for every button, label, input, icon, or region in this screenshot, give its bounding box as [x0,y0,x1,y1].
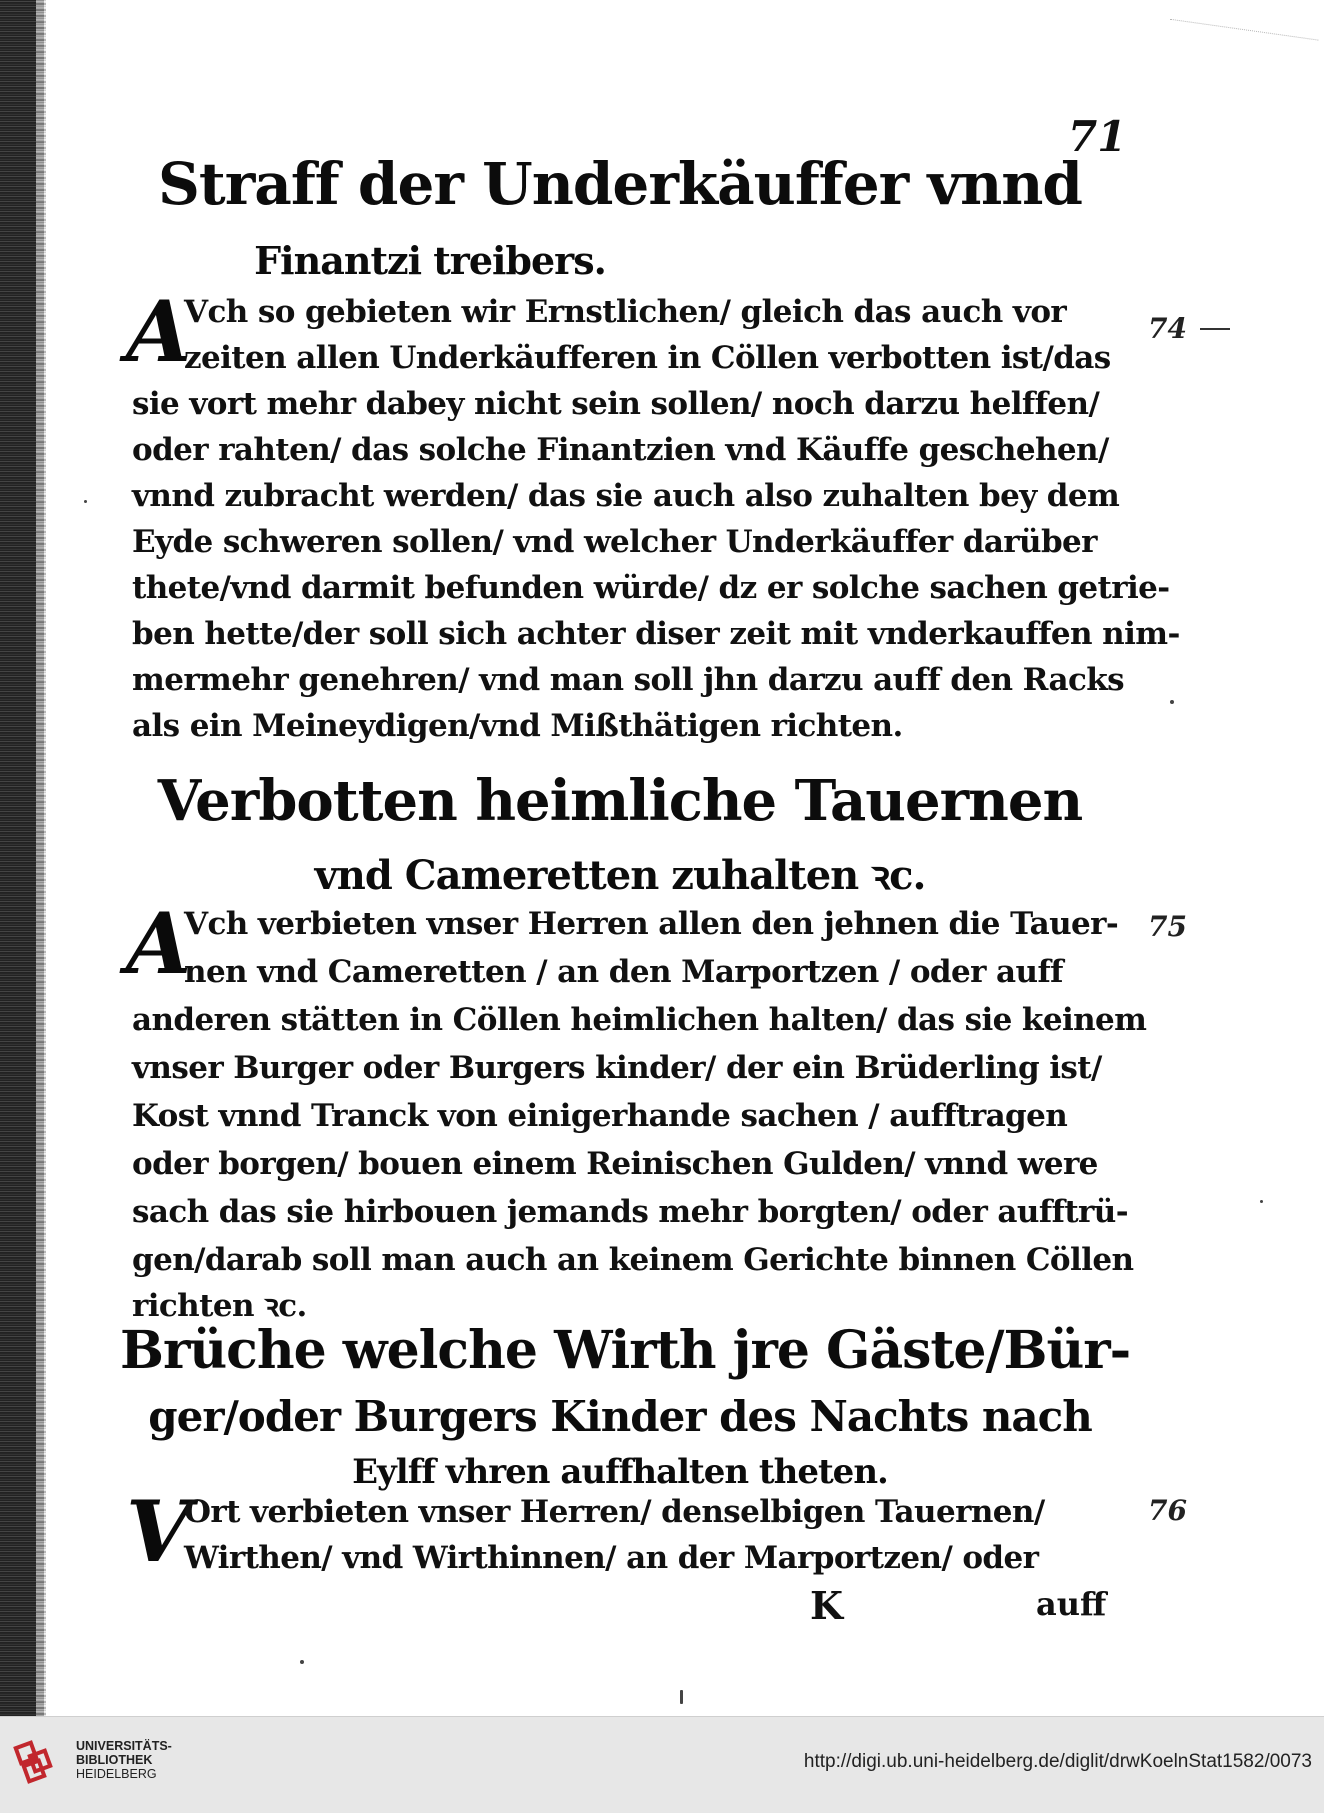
margin-note-76: 76 [1148,1494,1187,1527]
text-line: oder rahten/ das solche Finantzien vnd Käuffe geschehen/ [132,432,1109,468]
text-line: thete/vnd darmit befunden würde/ dz er solche sachen getrie- [132,570,1170,606]
section-heading-1-line-2: Finantzi treibers. [254,238,606,283]
text-line: gen/darab soll man auch an keinem Gerichte binnen Cöllen [132,1242,1134,1278]
scan-speck [300,1660,304,1664]
page-corner-fold [1170,0,1324,41]
text-line: oder borgen/ bouen einem Reinischen Gulden/ vnnd were [132,1146,1098,1182]
catchword: auff [1036,1585,1107,1623]
text-line: als ein Meineydigen/vnd Mißthätigen richten. [132,708,903,744]
book-binding-edge [0,0,44,1716]
library-name-line-2: BIBLIOTHEK [76,1753,153,1767]
library-name-line-1: UNIVERSITÄTS- [76,1739,172,1753]
text-line: Ort verbieten vnser Herren/ denselbigen Tauernen/ [184,1494,1045,1530]
margin-dash [1200,328,1230,330]
drop-cap: A [126,894,192,993]
text-line: richten ꝛc. [132,1288,307,1324]
text-line: Eyde schweren sollen/ vnd welcher Underkäuffer darüber [132,524,1097,560]
text-line: zeiten allen Underkäufferen in Cöllen verbotten ist/das [184,340,1111,376]
section-heading-3-line-3: Eylff vhren auffhalten theten. [352,1452,888,1492]
drop-cap: A [126,282,192,381]
section-heading-2-line-2: vnd Cameretten zuhalten ꝛc. [314,852,926,899]
text-line: ben hette/der soll sich achter diser zeit mit vnderkauffen nim- [132,616,1180,652]
section-heading-1-line-1: Straff der Underkäuffer vnnd [158,150,1082,218]
scan-speck [1260,1200,1263,1203]
text-line: vnser Burger oder Burgers kinder/ der ein Brüderling ist/ [132,1050,1102,1086]
text-line: sie vort mehr dabey nicht sein sollen/ noch darzu helffen/ [132,386,1100,422]
viewer-footer [0,1716,1324,1813]
text-line: Kost vnnd Tranck von einigerhande sachen / aufftragen [132,1098,1068,1134]
margin-note-74: 74 [1148,312,1187,345]
text-line: sach das sie hirbouen jemands mehr borgten/ oder aufftrü- [132,1194,1128,1230]
text-line: mermehr genehren/ vnd man soll jhn darzu auff den Racks [132,662,1124,698]
signature-mark: K [810,1583,844,1628]
ub-heidelberg-logo[interactable] [12,1733,64,1785]
scan-speck [84,500,87,503]
library-name [76,1739,172,1781]
text-line: Vch verbieten vnser Herren allen den jehnen die Tauer- [184,906,1119,942]
drop-cap: V [126,1482,192,1581]
text-line: vnnd zubracht werden/ das sie auch also zuhalten bey dem [132,478,1120,514]
scan-speck [1170,700,1174,704]
text-line: anderen stätten in Cöllen heimlichen halten/ das sie keinem [132,1002,1147,1038]
section-heading-3-line-1: Brüche welche Wirth jre Gäste/Bür- [120,1320,1131,1381]
library-name-line-3: HEIDELBERG [76,1767,157,1781]
text-line: nen vnd Cameretten / an den Marportzen / oder auff [184,954,1063,990]
scan-speck [680,1690,683,1704]
margin-note-75: 75 [1148,910,1187,943]
text-line: Vch so gebieten wir Ernstlichen/ gleich das auch vor [184,294,1067,330]
section-heading-2-line-1: Verbotten heimliche Tauernen [157,768,1083,834]
text-line: Wirthen/ vnd Wirthinnen/ an der Marportzen/ oder [184,1540,1039,1576]
page-number: 71 [1068,112,1127,161]
permalink-url[interactable]: http://digi.ub.uni-heidelberg.de/diglit/drwKoelnStat1582/0073 [803,1751,1312,1772]
section-heading-3-line-2: ger/oder Burgers Kinder des Nachts nach [148,1392,1092,1441]
